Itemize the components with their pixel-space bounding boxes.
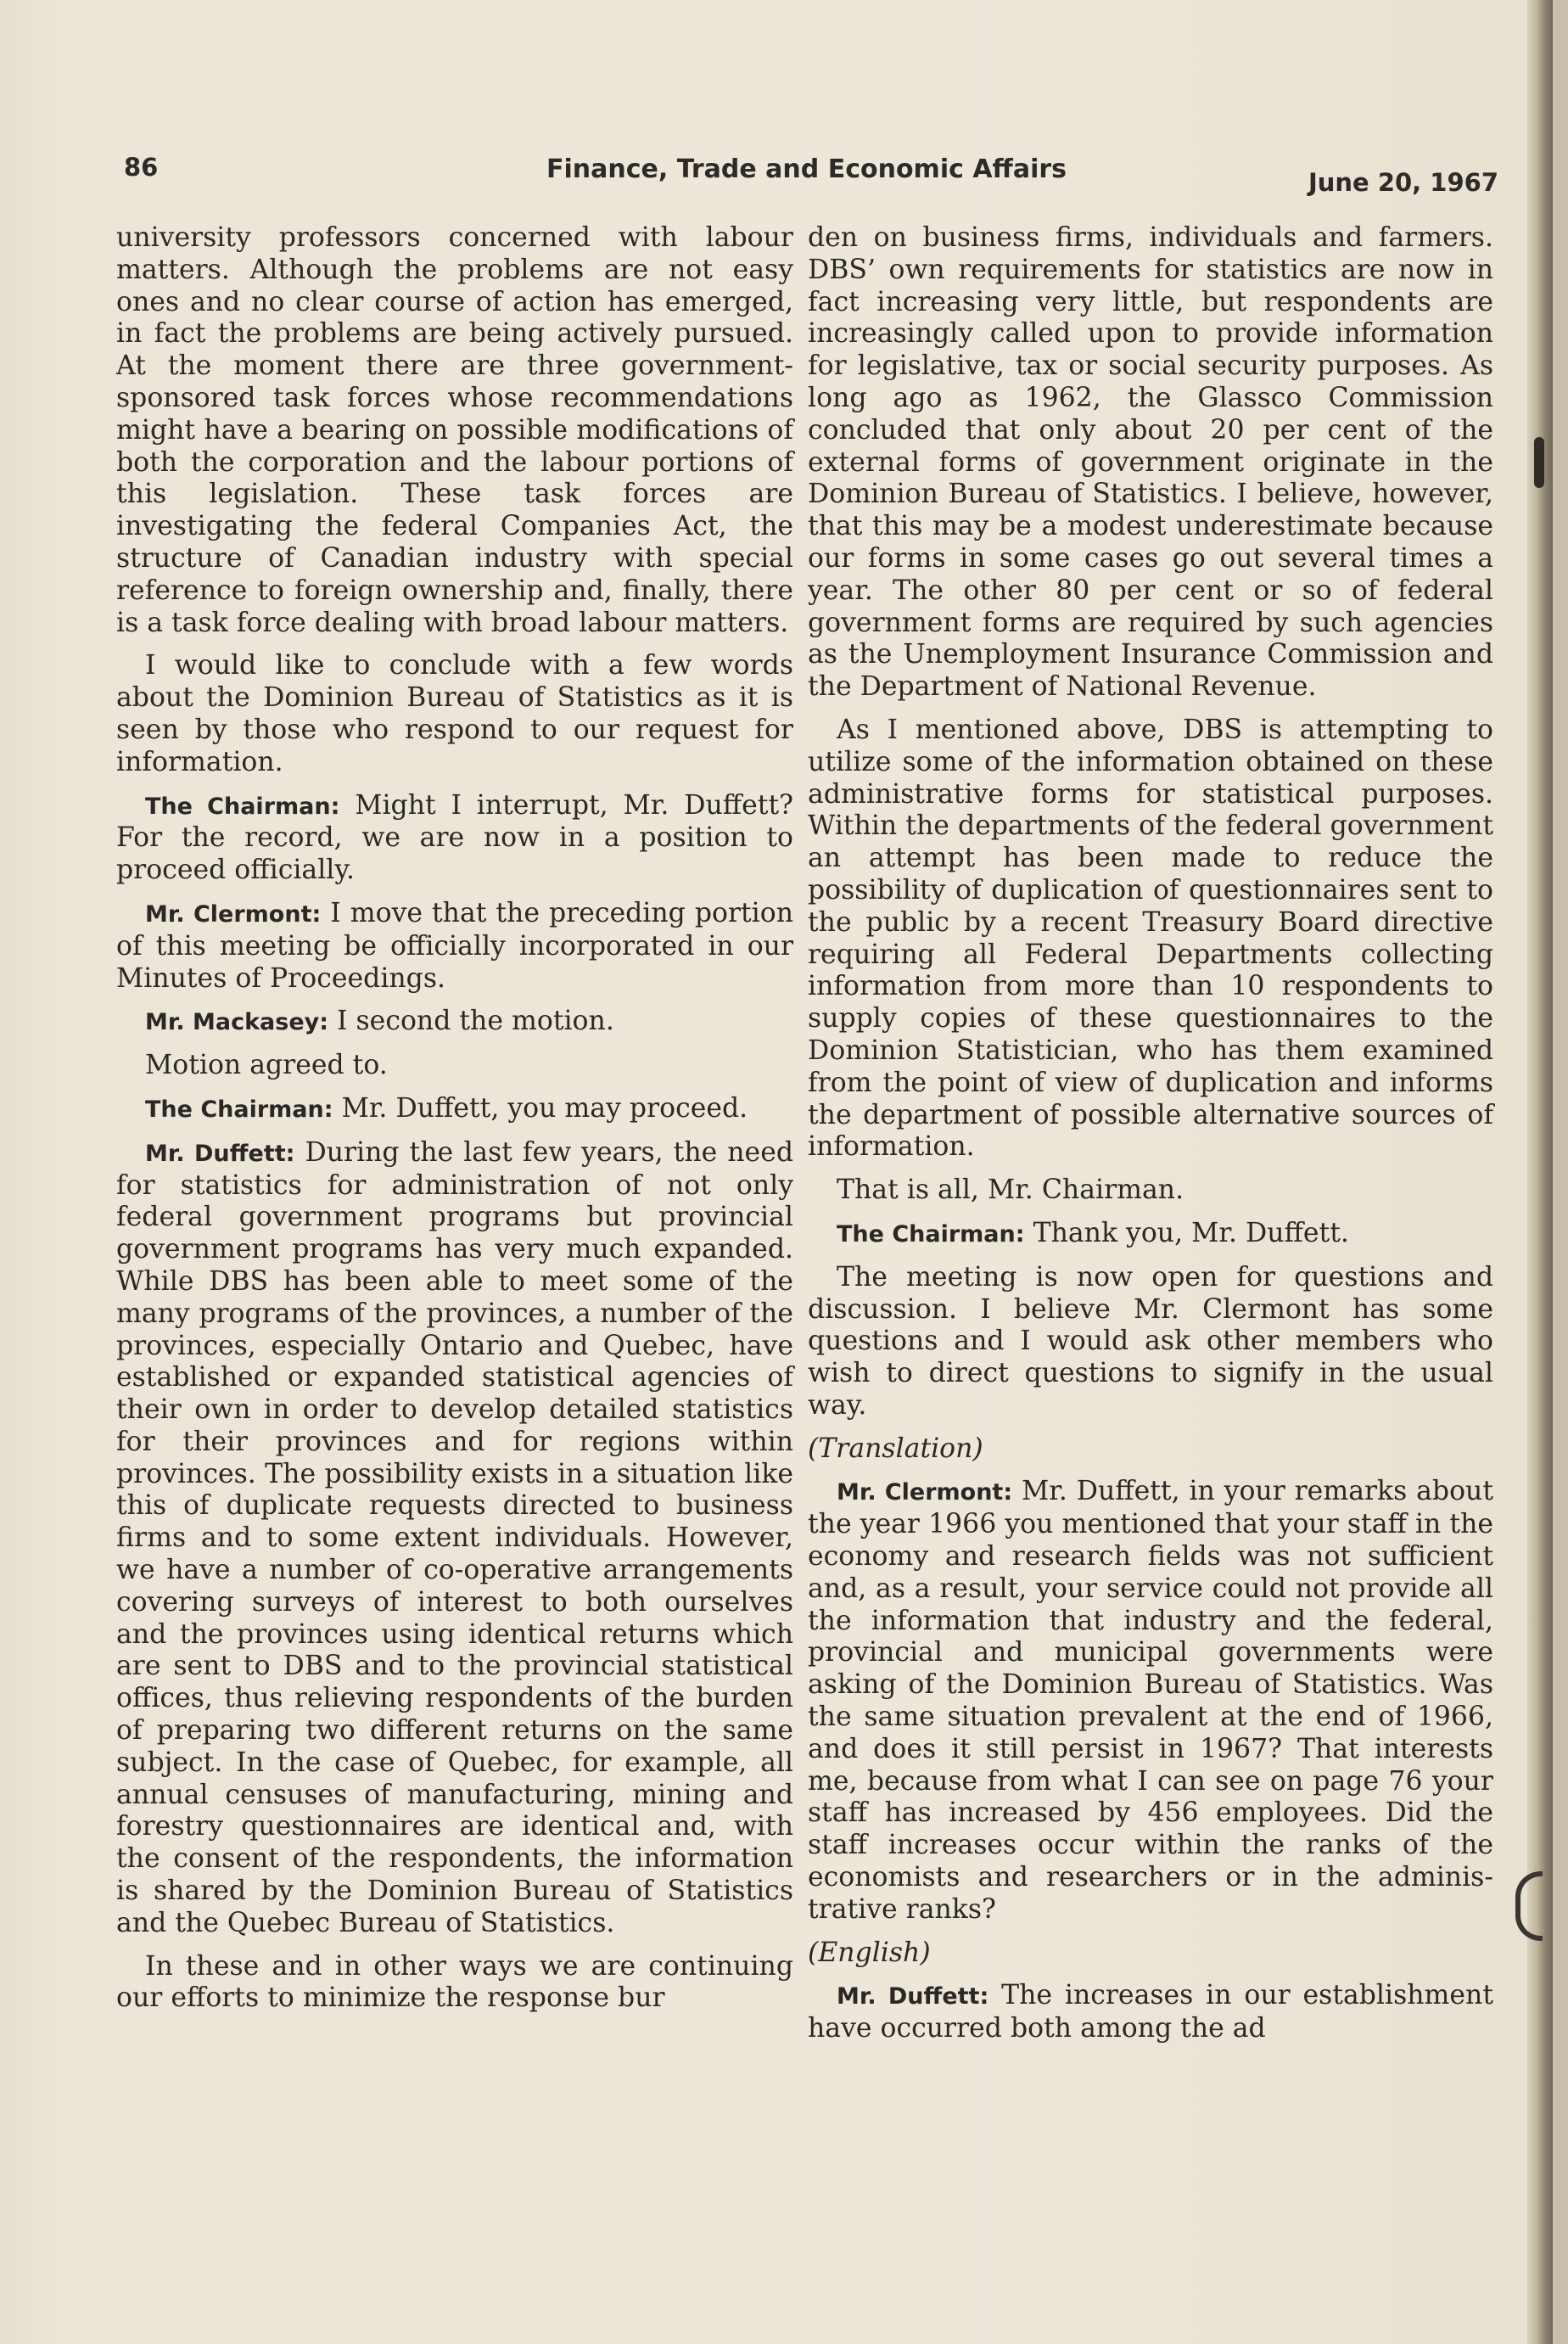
paragraph: The meeting is now open for questions and discussion. I believe Mr. Clermont has some questions and I would ask other members who wish to direct questions to signify in the usual way.	[808, 1261, 1493, 1421]
speaker-name: Mr. Clermont:	[837, 1479, 1013, 1506]
speaker-name: Mr. Duffett:	[837, 1983, 989, 2010]
paragraph: That is all, Mr. Chairman.	[837, 1175, 1184, 1206]
paragraph	[116, 1137, 793, 1940]
paragraph	[116, 1093, 793, 1126]
margin-mark	[1534, 437, 1544, 488]
running-title: Finance, Trade and Economic Affairs	[546, 154, 1067, 184]
speaker-name: The Chairman:	[837, 1220, 1025, 1248]
speech-text: Mr. Duffett, you may proceed.	[333, 1092, 748, 1124]
speech-text: I second the motion.	[328, 1006, 614, 1037]
page-header	[124, 153, 1498, 195]
speaker-name: Mr. Clermont:	[145, 900, 322, 928]
speech-text: I move that the preceding portion of this meeting be officially incorporated in our Minutes of Proceedings.	[116, 897, 794, 994]
header-date: June 20, 1967	[1308, 168, 1498, 197]
paragraph	[116, 898, 793, 995]
speech-text: Thank you, Mr. Duffett.	[1024, 1217, 1349, 1248]
paragraph: den on business firms, individuals and farmers. DBS’ own requirements for statistics are now in fact increasing very little, but respondents are increasingly called upon to provide information for legislative, tax or social security purposes. As long ago as 1962, the Glassco Commission concluded that only about 20 per cent of the external forms of government originate in the Dominion Bureau of Statistics. I believe, however, that this may be a modest underestimate because our forms in some cases go out several times a year. The other 80 per cent or so of federal government forms are required by such agencies as the Unemployment Insurance Commission and the Department of National Revenue.	[808, 222, 1493, 703]
paragraph	[808, 1218, 1493, 1251]
language-marker: (Translation)	[808, 1433, 983, 1464]
speaker-name: Mr. Duffett:	[145, 1140, 295, 1167]
paragraph: university professors concerned with labour matters. Although the problems are not easy ones and no clear course of action has emerged, in fact the problems are being actively pursued. At the moment there are three government-sponsored task forces whose recommendations might have a bearing on possible modifications of both the corporation and the labour portions of this legislation. These task forces are investigating the federal Companies Act, the structure of Canadian industry with special reference to foreign ownership and, finally, there is a task force dealing with broad labour matters.	[116, 222, 793, 638]
page-outer-edge	[1553, 0, 1568, 2344]
speaker-name: The Chairman:	[145, 793, 340, 820]
speaker-name: The Chairman:	[145, 1096, 333, 1123]
right-column	[808, 222, 1493, 2056]
speech-text: During the last few years, the need for statistics for administration of not only federal government programs but provincial government programs has very much expanded. While DBS has been able to meet some of the many programs of the provinces, a number of the provinces, especially Ontario and Quebec, have established or expanded statistical agencies of their own in order to develop detailed statistics for their provinces and for regions within provinces. The possibility exists in a situation like this of duplicate requests directed to business firms and to some extent individuals. However, we have a number of co-operative arrangements covering surveys of interest to both ourselves and the provinces using identical returns which are sent to DBS and to the provincial statistical offices, thus relieving respondents of the burden of preparing two different returns on the same subject. In the case of Quebec, for example, all annual censuses of manufacturing, mining and forestry questionnaires are identical and, with the consent of the respondents, the information is shared by the Dominion Bureau of Statistics and the Quebec Bureau of Statistics.	[116, 1136, 793, 1938]
paragraph	[808, 1980, 1493, 2045]
language-marker: (English)	[808, 1937, 931, 1968]
paragraph: I would like to conclude with a few words about the Dominion Bureau of Statistics as it is seen by those who respond to our request for information.	[116, 650, 793, 777]
margin-mark	[1515, 1871, 1543, 1941]
paragraph	[116, 790, 793, 887]
paragraph	[116, 1006, 793, 1039]
left-column	[116, 222, 793, 2026]
paragraph: In these and in other ways we are continuing our efforts to minimize the response bur	[116, 1950, 793, 2014]
speech-text: Mr. Duffett, in your remarks about the year 1966 you mentioned that your staff in the economy and research fields was not sufficient and, as a result, your service could not provide all the information that industry and the federal, provincial and municipal governments were asking of the Dominion Bureau of Statistics. Was the same situation prevalent at the end of 1966, and does it still persist in 1967? That interests me, because from what I can see on page 76 your staff has increased by 456 employees. Did the staff increases occur within the ranks of the economists and researchers or in the administrative ranks?	[808, 1476, 1493, 1925]
speaker-name: Mr. Mackasey:	[145, 1009, 329, 1036]
page-binding-edge	[1527, 0, 1553, 2344]
speech-text: The increases in our establishment have occurred both among the ad	[808, 1980, 1493, 2044]
paragraph	[808, 1476, 1493, 1926]
page-number: 86	[124, 153, 159, 182]
paragraph: Motion agreed to.	[145, 1050, 388, 1081]
speech-text: Might I interrupt, Mr. Duffett? For the record, we are now in a position to proceed officially.	[116, 789, 793, 886]
paragraph: As I mentioned above, DBS is attempting to utilize some of the information obtained on these administrative forms for statistical purposes. Within the departments of the federal government an attempt has been made to reduce the possibility of duplication of questionnaires sent to the public by a recent Treasury Board directive requiring all Federal Departments collecting information from more than 10 respondents to supply copies of these questionnaires to the Dominion Statistician, who has them examined from the point of view of duplication and informs the department of possible alternative sources of information.	[808, 714, 1493, 1163]
